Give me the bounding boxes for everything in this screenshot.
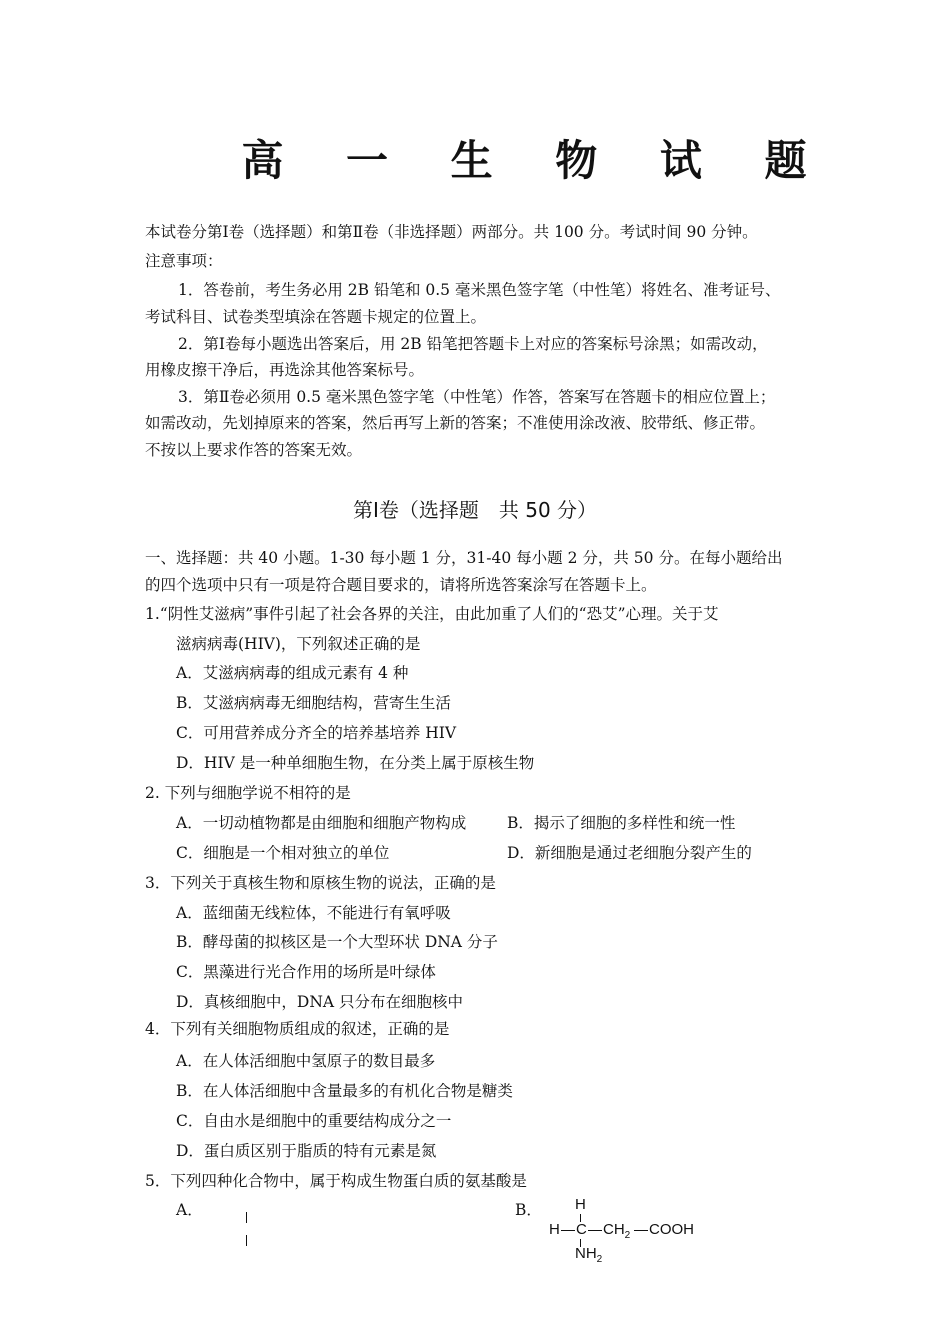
option-c: C．可用营养成分齐全的培养基培养 HIV	[176, 724, 457, 742]
question-stem: 3．下列关于真核生物和原核生物的说法，正确的是	[145, 874, 496, 892]
option-d: D．真核细胞中，DNA 只分布在细胞核中	[176, 993, 464, 1011]
bond-line	[246, 1212, 247, 1223]
group-nh2: $NH_2$	[575, 1245, 603, 1265]
note-1-cont: 考试科目、试卷类型填涂在答题卡规定的位置上。	[145, 308, 487, 326]
note-3-cont: 如需改动，先划掉原来的答案，然后再写上新的答案；不准使用涂改液、胶带纸、修正带。	[145, 414, 766, 432]
option-a: A．	[176, 1201, 203, 1219]
question-stem: 滋病病毒(HIV)，下列叙述正确的是	[176, 635, 421, 653]
atom-h-left: H	[549, 1221, 560, 1238]
option-a: A．一切动植物都是由细胞和细胞产物构成	[176, 814, 467, 832]
option-a: A．蓝细菌无线粒体，不能进行有氧呼吸	[176, 904, 451, 922]
note-3-cont2: 不按以上要求作答的答案无效。	[145, 441, 363, 459]
bond-line	[246, 1235, 247, 1246]
notes-heading: 注意事项：	[145, 252, 223, 270]
option-d: D．蛋白质区别于脂质的特有元素是氮	[176, 1142, 437, 1160]
option-b: B．艾滋病病毒无细胞结构，营寄生生活	[176, 694, 451, 712]
bond-line	[634, 1230, 648, 1231]
question-stem: 4．下列有关细胞物质组成的叙述，正确的是	[145, 1020, 450, 1038]
option-a: A．在人体活细胞中氢原子的数目最多	[176, 1052, 436, 1070]
group-cooh: COOH	[649, 1221, 694, 1238]
question-stem: 5．下列四种化合物中，属于构成生物蛋白质的氨基酸是	[145, 1172, 527, 1190]
group-ch2: $CH_2$	[603, 1221, 631, 1241]
note-2-cont: 用橡皮擦干净后，再选涂其他答案标号。	[145, 361, 425, 379]
note-3: 3．第Ⅱ卷必须用 0.5 毫米黑色签字笔（中性笔）作答，答案写在答题卡的相应位置上；	[178, 388, 776, 406]
note-1: 1．答卷前，考生务必用 2B 铅笔和 0.5 毫米黑色签字笔（中性笔）将姓名、准考证号、	[178, 281, 781, 299]
section-heading: 第Ⅰ卷（选择题 共 50 分）	[352, 498, 598, 522]
bond-line	[561, 1230, 575, 1231]
option-d: D．HIV 是一种单细胞生物，在分类上属于原核生物	[176, 754, 535, 772]
bond-line	[588, 1230, 602, 1231]
part1-line: 的四个选项中只有一项是符合题目要求的，请将所选答案涂写在答题卡上。	[145, 576, 657, 594]
question-stem: 1.“阴性艾滋病”事件引起了社会各界的关注，由此加重了人们的“恐艾”心理。关于艾	[145, 605, 719, 623]
note-2: 2．第Ⅰ卷每小题选出答案后，用 2B 铅笔把答题卡上对应的答案标号涂黑；如需改动，	[178, 335, 768, 353]
option-d: D．新细胞是通过老细胞分裂产生的	[507, 844, 752, 862]
option-c: C．自由水是细胞中的重要结构成分之一	[176, 1112, 452, 1130]
part1-line: 一、选择题：共 40 小题。1-30 每小题 1 分，31-40 每小题 2 分，共 50 分。在每小题给出	[145, 549, 783, 567]
option-b: B．揭示了细胞的多样性和统一性	[507, 814, 736, 832]
option-a: A．艾滋病病毒的组成元素有 4 种	[176, 664, 409, 682]
option-b: B．	[515, 1201, 542, 1219]
option-b: B．在人体活细胞中含量最多的有机化合物是糖类	[176, 1082, 513, 1100]
option-b: B．酵母菌的拟核区是一个大型环状 DNA 分子	[176, 933, 498, 951]
intro-line: 本试卷分第Ⅰ卷（选择题）和第Ⅱ卷（非选择题）两部分。共 100 分。考试时间 90 分钟。	[145, 223, 758, 241]
option-c: C．细胞是一个相对独立的单位	[176, 844, 390, 862]
atom-c-center: C	[576, 1221, 587, 1238]
atom-h-top: H	[575, 1196, 586, 1213]
option-c: C．黑藻进行光合作用的场所是叶绿体	[176, 963, 436, 981]
page-title: 高 一 生 物 试 题	[241, 136, 831, 185]
question-stem: 2. 下列与细胞学说不相符的是	[145, 784, 351, 802]
